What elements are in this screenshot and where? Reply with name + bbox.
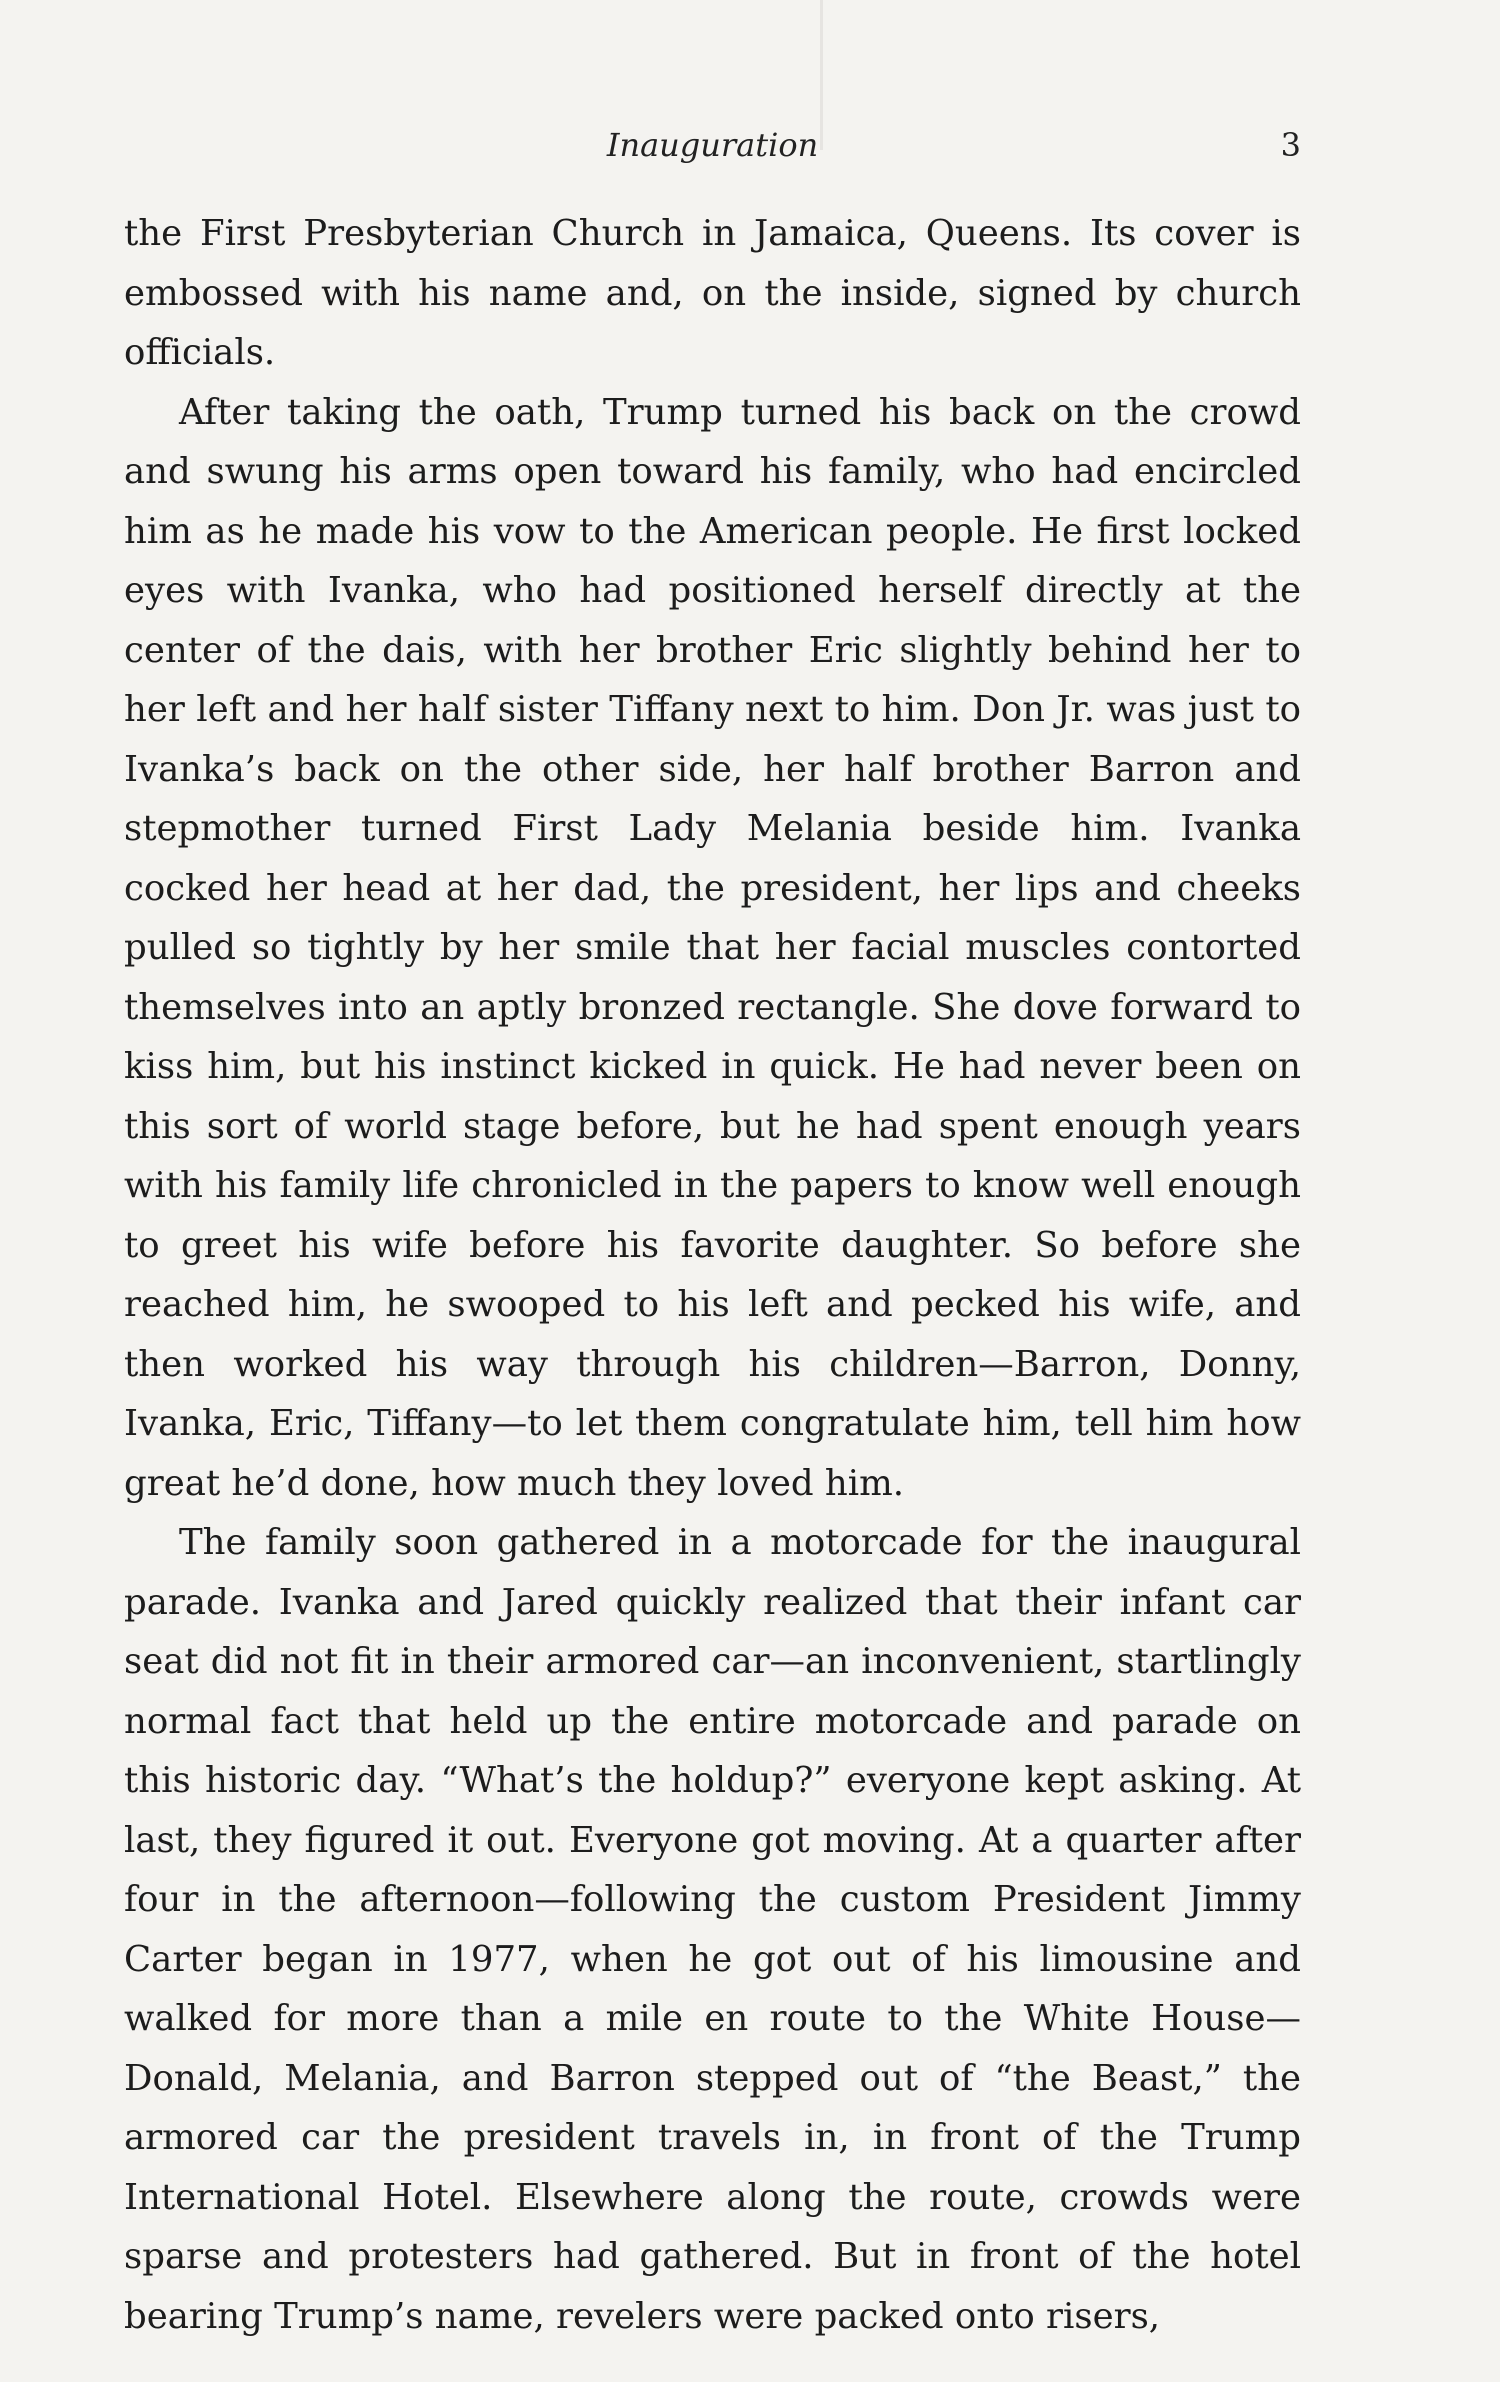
- body-text: [124, 204, 1301, 2346]
- paragraph-continued: the First Presbyterian Church in Jamaica, Queens. Its cover is embossed with his name and, on the inside, signed by church officials.: [124, 213, 1301, 373]
- paragraph: The family soon gathered in a motorcade for the inaugural parade. Ivanka and Jared quickly realized that their infant car seat did not fit in their armored car—an inconvenient, startlingly normal fact that held up the entire motorcade and parade on this historic day. “What’s the holdup?” everyone kept asking. At last, they figured it out. Everyone got moving. At a quarter after four in the afternoon—following the custom President Jimmy Carter began in 1977, when he got out of his limousine and walked for more than a mile en route to the White House—Donald, Melania, and Barron stepped out of “the Beast,” the armored car the president travels in, in front of the Trump International Hotel. Elsewhere along the route, crowds were sparse and protesters had gathered. But in front of the hotel bearing Trump’s name, revelers were packed onto risers,: [124, 1522, 1301, 2337]
- running-title: Inauguration: [606, 126, 819, 164]
- page-number: 3: [1280, 126, 1301, 164]
- running-head: [124, 126, 1301, 170]
- paragraph: After taking the oath, Trump turned his back on the crowd and swung his arms open toward his family, who had encircled him as he made his vow to the American people. He first locked eyes with Ivanka, who had positioned herself directly at the center of the dais, with her brother Eric slightly behind her to her left and her half sister Tiffany next to him. Don Jr. was just to Ivanka’s back on the other side, her half brother Barron and stepmother turned First Lady Melania beside him. Ivanka cocked her head at her dad, the president, her lips and cheeks pulled so tightly by her smile that her facial muscles contorted themselves into an aptly bronzed rectangle. She dove forward to kiss him, but his instinct kicked in quick. He had never been on this sort of world stage before, but he had spent enough years with his family life chronicled in the papers to know well enough to greet his wife before his favorite daughter. So before she reached him, he swooped to his left and pecked his wife, and then worked his way through his children—Barron, Donny, Ivanka, Eric, Tiffany—to let them congratulate him, tell him how great he’d done, how much they loved him.: [124, 391, 1301, 1504]
